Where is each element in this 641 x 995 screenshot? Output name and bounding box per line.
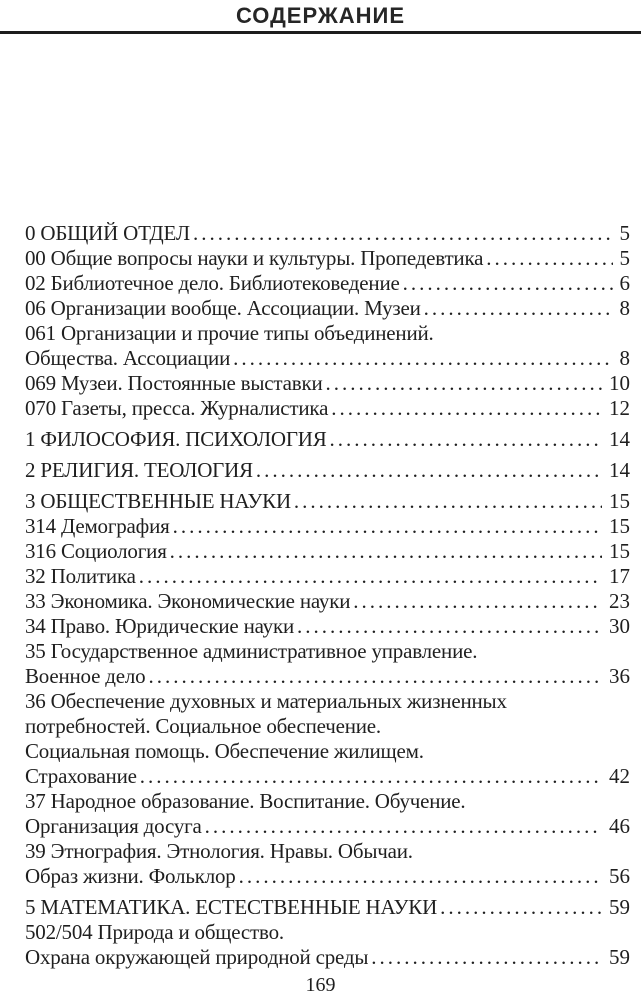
toc-page-number: 46 (609, 814, 630, 838)
toc-page-number: 59 (609, 895, 630, 919)
toc-entry (25, 458, 630, 483)
toc-dot-leader (486, 246, 612, 271)
toc-entry-text: 3 ОБЩЕСТВЕННЫЕ НАУКИ (25, 489, 291, 513)
toc-entry-text: 34 Право. Юридические науки (25, 614, 295, 638)
toc-entry-text: 39 Этнография. Этнология. Нравы. Обычаи. (25, 839, 413, 863)
toc-entry-text: 02 Библиотечное дело. Библиотековедение (25, 271, 400, 295)
toc-entry (25, 427, 630, 452)
toc-entry (25, 839, 630, 864)
toc-entry (25, 396, 630, 421)
toc-entry-text: 00 Общие вопросы науки и культуры. Пропедевтика (25, 246, 484, 270)
toc-entry (25, 689, 630, 714)
toc-dot-leader (193, 221, 613, 246)
toc-entry-text: 1 ФИЛОСОФИЯ. ПСИХОЛОГИЯ (25, 427, 327, 451)
toc-page-number: 12 (609, 396, 630, 420)
toc-page-number: 6 (619, 271, 630, 295)
toc-entry-text: 061 Организации и прочие типы объединений. (25, 321, 434, 345)
toc-page-number: 23 (609, 589, 630, 613)
toc-dot-leader (256, 458, 602, 483)
toc-page-number: 30 (609, 614, 630, 638)
toc-page-number: 8 (619, 346, 630, 370)
toc-entry (25, 639, 630, 664)
toc-entry-text: Охрана окружающей природной среды (25, 945, 369, 969)
toc-entry (25, 814, 630, 839)
toc-dot-leader (326, 371, 602, 396)
toc-entry-text: Военное дело (25, 664, 146, 688)
page-header (0, 0, 641, 34)
toc-page-number: 14 (609, 427, 630, 451)
toc-entry-text: 5 МАТЕМАТИКА. ЕСТЕСТВЕННЫЕ НАУКИ (25, 895, 438, 919)
toc-entry-text: Общества. Ассоциации (25, 346, 231, 370)
toc-page-number: 36 (609, 664, 630, 688)
toc-page-number: 17 (609, 564, 630, 588)
toc-entry-text: Страхование (25, 764, 137, 788)
toc-entry (25, 346, 630, 371)
toc-entry (25, 739, 630, 764)
toc-dot-leader (330, 427, 602, 452)
toc-entry (25, 271, 630, 296)
toc-dot-leader (424, 296, 613, 321)
toc-dot-leader (170, 539, 602, 564)
toc-dot-leader (371, 945, 602, 970)
folio-page-number: 169 (305, 974, 336, 995)
toc-entry (25, 221, 630, 246)
toc-entry-text: 502/504 Природа и общество. (25, 920, 284, 944)
toc-entry (25, 246, 630, 271)
toc-entry (25, 945, 630, 970)
toc-entry (25, 864, 630, 889)
toc-entry-text: 316 Социология (25, 539, 167, 563)
toc-entry-text: 36 Обеспечение духовных и материальных жизненных (25, 689, 507, 713)
toc-entry (25, 321, 630, 346)
toc-page-number: 14 (609, 458, 630, 482)
title-rule-divider (0, 31, 641, 34)
toc-entry-text: Организация досуга (25, 814, 202, 838)
page-title: СОДЕРЖАНИЕ (235, 3, 406, 28)
toc-dot-leader (239, 864, 602, 889)
toc-entry-text: 2 РЕЛИГИЯ. ТЕОЛОГИЯ (25, 458, 253, 482)
toc-entry-text: 33 Экономика. Экономические науки (25, 589, 351, 613)
toc-entry (25, 895, 630, 920)
toc-dot-leader (205, 814, 602, 839)
toc-entry (25, 296, 630, 321)
toc-entry-text: 070 Газеты, пресса. Журналистика (25, 396, 329, 420)
toc-entry-text: Образ жизни. Фольклор (25, 864, 236, 888)
toc-page-number: 15 (609, 539, 630, 563)
toc-entry (25, 614, 630, 639)
toc-entry (25, 920, 630, 945)
toc-page-number: 42 (609, 764, 630, 788)
toc-page-number: 56 (609, 864, 630, 888)
toc-entry-text: потребностей. Социальное обеспечение. (25, 714, 381, 738)
toc-entry-text: 069 Музеи. Постоянные выставки (25, 371, 323, 395)
toc-dot-leader (233, 346, 612, 371)
toc-entry-text: 314 Демография (25, 514, 170, 538)
toc-page-number: 15 (609, 514, 630, 538)
toc-entry (25, 589, 630, 614)
toc-entry (25, 714, 630, 739)
toc-entry (25, 764, 630, 789)
toc-entry (25, 539, 630, 564)
toc-dot-leader (140, 764, 602, 789)
toc-page-number: 5 (619, 246, 630, 270)
toc-dot-leader (148, 664, 602, 689)
toc-page-number: 5 (619, 221, 630, 245)
toc-entry (25, 564, 630, 589)
toc-list (0, 221, 641, 970)
toc-entry-text: 32 Политика (25, 564, 136, 588)
toc-dot-leader (353, 589, 602, 614)
toc-entry (25, 489, 630, 514)
toc-entry (25, 789, 630, 814)
toc-entry-text: Социальная помощь. Обеспечение жилищем. (25, 739, 424, 763)
toc-entry-text: 35 Государственное административное управление. (25, 639, 478, 663)
toc-dot-leader (403, 271, 613, 296)
toc-page-number: 15 (609, 489, 630, 513)
toc-entry-text: 0 ОБЩИЙ ОТДЕЛ (25, 221, 190, 245)
toc-entry (25, 664, 630, 689)
toc-dot-leader (440, 895, 602, 920)
toc-entry (25, 514, 630, 539)
toc-dot-leader (173, 514, 602, 539)
toc-entry-text: 37 Народное образование. Воспитание. Обучение. (25, 789, 466, 813)
toc-dot-leader (294, 489, 602, 514)
toc-dot-leader (331, 396, 602, 421)
toc-entry-text: 06 Организации вообще. Ассоциации. Музеи (25, 296, 421, 320)
toc-entry (25, 371, 630, 396)
toc-page-number: 59 (609, 945, 630, 969)
toc-dot-leader (297, 614, 602, 639)
toc-page-number: 8 (619, 296, 630, 320)
toc-page-number: 10 (609, 371, 630, 395)
toc-dot-leader (139, 564, 602, 589)
